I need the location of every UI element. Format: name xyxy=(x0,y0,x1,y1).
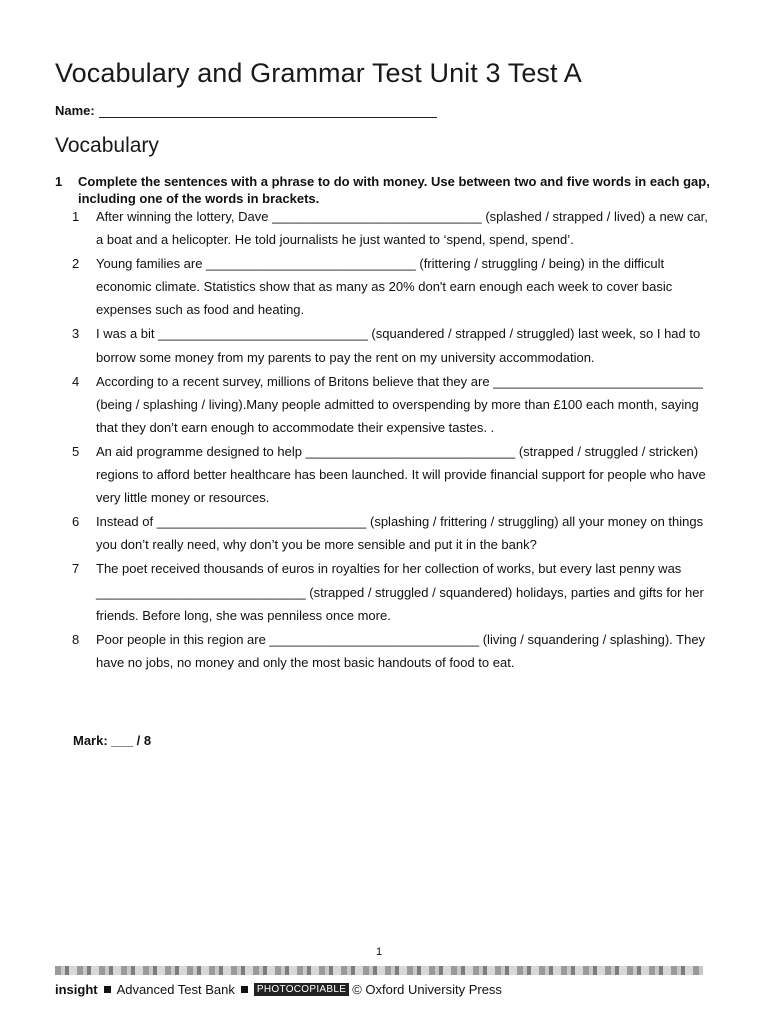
footer-decorative-band xyxy=(55,966,703,975)
question-number: 4 xyxy=(72,373,80,389)
question-list xyxy=(72,205,712,675)
square-bullet-icon xyxy=(241,986,248,993)
mark-score: Mark: ___ / 8 xyxy=(73,733,152,748)
question-number: 8 xyxy=(72,631,80,647)
list-item xyxy=(72,557,712,626)
photocopiable-badge: PHOTOCOPIABLE xyxy=(254,983,349,996)
question-text: An aid programme designed to help _____________________________ (strapped / struggled / stricken) regions to afford better healthcare has been launched. It will provide financial support for people who have very little money or resources. xyxy=(96,443,706,506)
question-text: Poor people in this region are _____________________________ (living / squandering / splashing). They have no jobs, no money and only the most basic handouts of food to eat. xyxy=(96,631,706,670)
question-number: 6 xyxy=(72,514,80,530)
list-item xyxy=(72,628,712,674)
section-heading: Vocabulary xyxy=(55,134,159,157)
square-bullet-icon xyxy=(104,986,111,993)
list-item xyxy=(72,205,712,251)
footer-publisher: © Oxford University Press xyxy=(352,982,502,997)
instruction-text: Complete the sentences with a phrase to do with money. Use between two and five words in each gap, including one of the words in brackets. xyxy=(78,174,710,206)
name-label: Name: xyxy=(55,103,95,118)
question-text: The poet received thousands of euros in royalties for her collection of works, but every last penny was _____________________________ (strapped / struggled / squandered) holidays, parties and gifts for her friends. Before long, she was penniless once more. xyxy=(96,561,704,623)
list-item xyxy=(72,322,712,368)
question-text: After winning the lottery, Dave _____________________________ (splashed / strapped / lived) a new car, a boat and a helicopter. He told journalists he just wanted to ‘spend, spend, spend’. xyxy=(96,209,708,248)
question-text: According to a recent survey, millions of Britons believe that they are _____________________________ (being / splashing / living).Many people admitted to overspending by more than £100 each month, saying that they don’t earn enough to accommodate their expensive tastes. . xyxy=(96,373,703,435)
question-text: I was a bit _____________________________ (squandered / strapped / struggled) last week, so I had to borrow some money from my parents to pay the rent on my university accommodation. xyxy=(96,326,701,365)
exercise-instruction xyxy=(55,173,715,207)
name-blank-line xyxy=(99,103,437,118)
page-number: 1 xyxy=(375,946,383,958)
exercise-number: 1 xyxy=(55,174,63,189)
question-text: Instead of _____________________________ (splashing / frittering / struggling) all your money on things you don’t really need, why don’t you be more sensible and put it in the bank? xyxy=(96,514,704,553)
question-number: 2 xyxy=(72,256,80,272)
list-item xyxy=(72,370,712,439)
question-number: 5 xyxy=(72,443,80,459)
question-number: 1 xyxy=(72,209,80,224)
page-title: Vocabulary and Grammar Test Unit 3 Test A xyxy=(55,58,582,88)
question-number: 7 xyxy=(72,561,80,577)
list-item xyxy=(72,252,712,321)
question-number: 3 xyxy=(72,326,80,342)
footer-brand: insight xyxy=(55,982,98,997)
footer-product: Advanced Test Bank xyxy=(116,982,235,997)
name-row xyxy=(55,103,437,118)
footer xyxy=(55,982,502,997)
list-item xyxy=(72,510,712,556)
question-text: Young families are _____________________________ (frittering / struggling / being) in the difficult economic climate. Statistics show that as many as 20% don't earn enough each week to cover basic expenses such as food and heating. xyxy=(96,256,673,318)
list-item xyxy=(72,440,712,509)
